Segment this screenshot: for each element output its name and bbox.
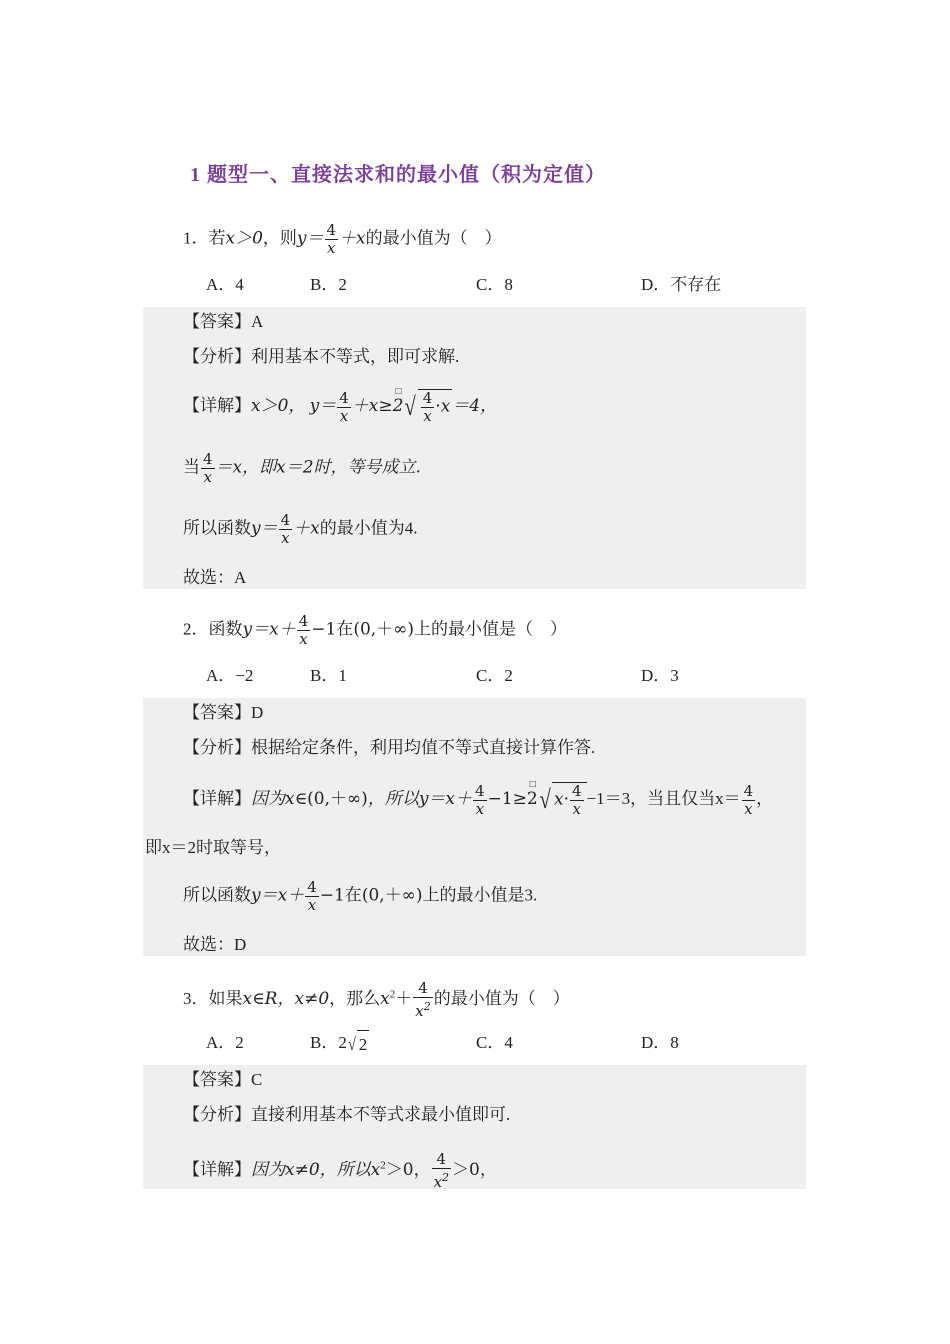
question-2-stem: 2．函数y＝x＋ $\frac{4}{x}$ −1在(0,＋∞)上的最小值是（ ） [183, 612, 567, 648]
q1-answer: 【答案】A [183, 312, 264, 331]
sqrt: □ √ $\frac{4}{x}$ ·x [395, 386, 451, 425]
q3-option-d: D．8 [641, 1033, 679, 1052]
q2-detail: 【详解】因为x∈(0,＋∞)，所以y＝x＋ $\frac{4}{x}$ −1≥2 □ √ x· $\frac{4}{x}$ −1＝3，当且仅当x＝ $\frac{4}{x}$ ， [183, 779, 774, 818]
q2-solution-box [143, 698, 806, 956]
q2-option-d: D．3 [641, 666, 679, 685]
q1-analysis: 【分析】利用基本不等式，即可求解. [183, 347, 460, 366]
q2-option-a: A．−2 [206, 666, 254, 685]
q1-choose: 故选：A [183, 568, 247, 587]
q3-detail: 【详解】因为x≠0，所以$x^2>0$， $\frac{4}{x^2}$ ＞0， [183, 1150, 497, 1191]
q3-option-b: B．2√ 2 [310, 1029, 369, 1059]
q1-conclusion: 所以函数y＝ $\frac{4}{x}$ ＋x的最小值为4. [183, 511, 418, 547]
q2-option-b: B．1 [310, 666, 347, 685]
q1-option-d: D．不存在 [641, 275, 722, 294]
q3-answer: 【答案】C [183, 1070, 263, 1089]
q2-conclusion: 所以函数y＝x＋ $\frac{4}{x}$ −1在(0,＋∞)上的最小值是3. [183, 878, 538, 914]
fraction: $\frac{4}{x}$ [326, 221, 337, 257]
q2-analysis: 【分析】根据给定条件，利用均值不等式直接计算作答. [183, 738, 596, 757]
q1-option-a: A．4 [206, 275, 244, 294]
q2-choose: 故选：D [183, 935, 247, 954]
q3-analysis: 【分析】直接利用基本不等式求最小值即可. [183, 1105, 511, 1124]
q1-detail: 【详解】x＞0， y＝ $\frac{4}{x}$ ＋x≥2 □ √ $\frac{4}{x}$ ·x ＝4， [183, 386, 498, 425]
q2-option-c: C．2 [476, 666, 513, 685]
q3-solution-box [143, 1065, 806, 1189]
question-3-stem: 3．如果x∈R，x≠0，那么$x^2+$ $\frac{4}{x^2}$ 的最小值为（ ） [183, 979, 570, 1020]
q2-answer: 【答案】D [183, 703, 264, 722]
q3-option-c: C．4 [476, 1033, 513, 1052]
q1-equality: 当 $\frac{4}{x}$ ＝x，即x＝2时，等号成立. [183, 450, 421, 486]
q1-option-b: B．2 [310, 275, 347, 294]
question-1-stem: 1．若x＞0，则y＝ $\frac{4}{x}$ ＋x的最小值为（ ） [183, 221, 502, 257]
fraction: $\frac{4}{x}$ [339, 388, 349, 425]
q1-solution-box [143, 307, 806, 589]
q2-detail-line2: 即x＝2时取等号， [145, 838, 281, 857]
q1-option-c: C．8 [476, 275, 513, 294]
q3-option-a: A．2 [206, 1033, 244, 1052]
section-title: 1 题型一、直接法求和的最小值（积为定值） [190, 164, 606, 186]
